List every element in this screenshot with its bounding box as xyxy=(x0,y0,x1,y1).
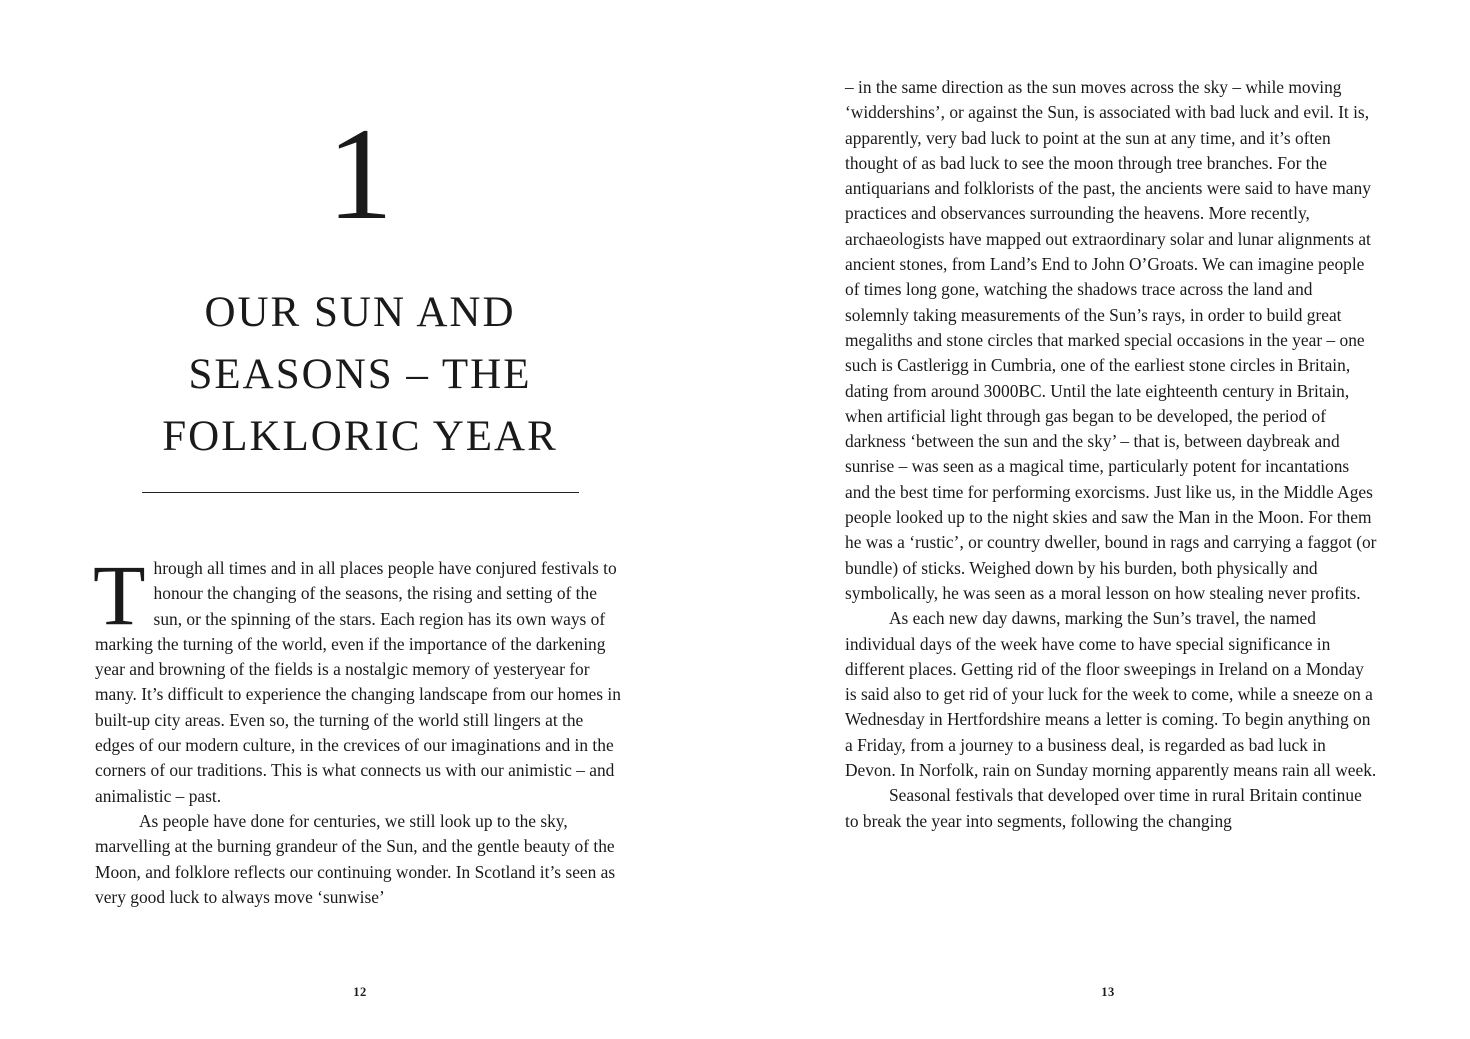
paragraph: Seasonal festivals that developed over time in rural Britain continue to break the year into segments, following the changing xyxy=(845,785,1362,831)
title-divider xyxy=(142,492,579,493)
paragraph: – in the same direction as the sun moves across the sky – while moving ‘widdershins’, or against the Sun, is associated with bad luck and evil. It is, apparently, very bad luck to point at the sun at any time, and it’s often thought of as bad luck to see the moon through tree branches. For the antiquarians and folklorists of the past, the ancients were said to have many practices and observances surrounding the heavens. More recently, archaeologists have mapped out extraordinary solar and lunar alignments at ancient stones, from Land’s End to John O’Groats. We can imagine people of times long gone, watching the shadows trace across the land and solemnly taking measurements of the Sun’s rays, in order to build great megaliths and stone circles that marked special occasions in the year – one such is Castlerigg in Cumbria, one of the earliest stone circles in Britain, dating from around 3000BC. Until the late eighteenth century in Britain, when artificial light through gas began to be developed, the period of darkness ‘between the sun and the sky’ – that is, between daybreak and sunrise – was seen as a magical time, particularly potent for incantations and the best time for performing exorcisms. Just like us, in the Middle Ages people looked up to the night skies and saw the Man in the Moon. For them he was a ‘rustic’, or country dweller, bound in rags and carrying a faggot (or bundle) of sticks. Weighed down by his burden, both physically and symbolically, he was seen as a moral lesson on how stealing never profits. xyxy=(845,77,1377,603)
left-body-text xyxy=(93,547,625,910)
paragraph: As each new day dawns, marking the Sun’s travel, the named individual days of the week have come to have special significance in different places. Getting rid of the floor sweepings in Ireland on a Monday is said also to get rid of your luck for the week to come, while a sneeze on a Wednesday in Hertfordshire means a letter is coming. To begin anything on a Friday, from a journey to a business deal, is regarded as bad luck in Devon. In Norfolk, rain on Sunday morning apparently means rain all week. xyxy=(845,608,1377,781)
chapter-number: 1 xyxy=(327,100,393,247)
drop-cap: T xyxy=(93,547,146,643)
right-body-text xyxy=(845,75,1377,834)
page-number: 13 xyxy=(1101,985,1115,999)
paragraph: As people have done for centuries, we still look up to the sky, marvelling at the burning grandeur of the Sun, and the gentle beauty of the Moon, and folklore reflects our continuing wonder. In Scotland it’s seen as very good luck to always move ‘sunwise’ xyxy=(95,810,616,907)
page-number: 12 xyxy=(353,985,367,999)
paragraph xyxy=(93,547,625,809)
paragraph-text: hrough all times and in all places people have conjured festivals to honour the changing of the seasons, the rising and setting of the sun, or the spinning of the stars. Each region has its own ways of marking the turning of the world, even if the importance of the darkening year and browning of the fields is a nostalgic memory of yesteryear for many. It’s difficult to experience the changing landscape from our homes in built-up city areas. Even so, the turning of the world still lingers at the edges of our modern culture, in the crevices of our imaginations and in the corners of our traditions. This is what connects us with our animistic – and animalistic – past. xyxy=(95,558,621,806)
right-page xyxy=(735,0,1470,1039)
chapter-title: OUR SUN AND SEASONS – THE FOLKLORIC YEAR xyxy=(162,289,558,460)
